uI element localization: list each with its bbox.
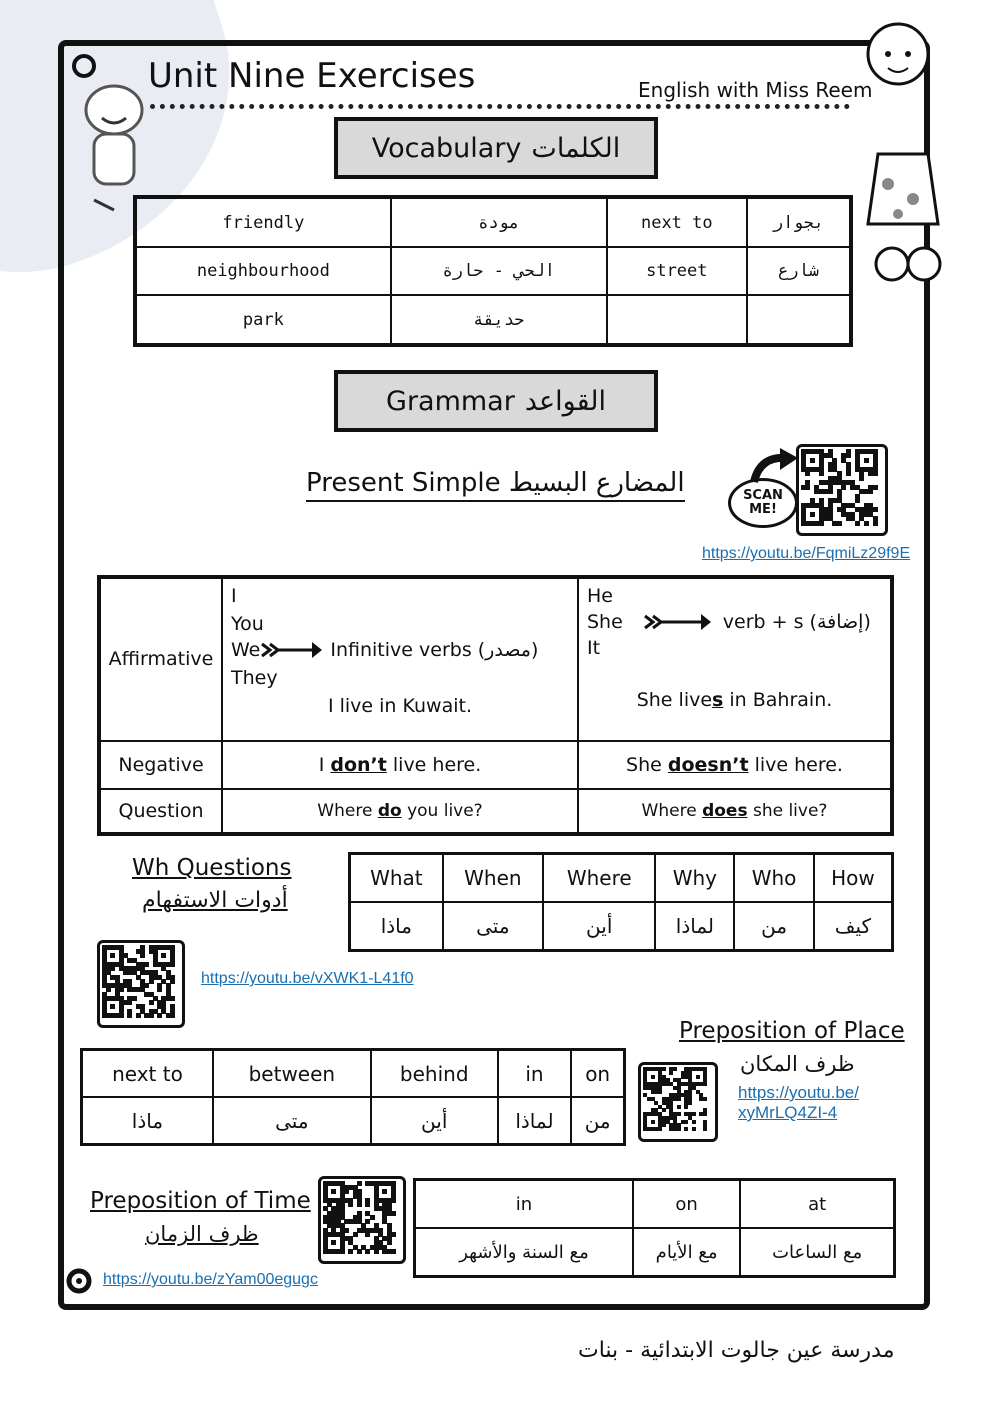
vocab-cell: neighbourhood xyxy=(135,247,391,295)
vocabulary-heading-ar: الكلمات xyxy=(531,132,621,164)
affirmative-left-cell xyxy=(222,577,578,741)
qr-module xyxy=(127,1000,132,1005)
qr-module xyxy=(696,1075,700,1079)
grammar-heading xyxy=(334,370,658,432)
wh-questions-table xyxy=(348,852,894,952)
preposition-time-table xyxy=(413,1178,896,1278)
pronoun: I xyxy=(231,585,237,607)
qr-module xyxy=(703,1112,707,1116)
wh-questions-title-ar: أدوات الاستفهام xyxy=(142,888,288,913)
qr-module xyxy=(662,1067,666,1071)
vocabulary-heading-en: Vocabulary xyxy=(371,132,522,164)
qr-module xyxy=(651,1120,655,1124)
table-row xyxy=(135,247,851,295)
qr-module xyxy=(662,1108,666,1112)
qr-module xyxy=(805,471,810,476)
brand-label: English with Miss Reem xyxy=(638,78,873,102)
qr-module xyxy=(374,1249,379,1254)
present-simple-ar: المضارع البسيط xyxy=(508,468,685,498)
qr-module xyxy=(673,1067,677,1071)
negative-right xyxy=(578,741,892,790)
qr-module xyxy=(365,1202,370,1207)
q-right-post: she live? xyxy=(747,801,828,822)
grammar-heading-ar: القواعد xyxy=(524,385,606,417)
qr-module xyxy=(658,1127,662,1131)
qr-module xyxy=(136,1013,141,1018)
qr-module xyxy=(119,1013,124,1018)
pronoun: You xyxy=(231,613,264,635)
time-ar-cell: مع السنة والأشهر xyxy=(415,1228,633,1277)
place-ar-cell: ماذا xyxy=(82,1097,213,1145)
qr-module xyxy=(658,1090,662,1094)
qr-code-present-simple[interactable] xyxy=(796,444,888,536)
qr-module xyxy=(161,953,166,958)
qr-module xyxy=(859,476,864,481)
qr-module xyxy=(688,1101,692,1105)
qr-module xyxy=(873,507,878,512)
qr-module xyxy=(127,1013,132,1018)
vocabulary-table xyxy=(133,195,853,347)
vocab-cell: حديقة xyxy=(391,295,607,345)
table-row xyxy=(99,577,892,741)
place-en-cell: between xyxy=(213,1050,371,1098)
wh-ar-cell: أين xyxy=(543,902,655,951)
place-en-cell: in xyxy=(498,1050,572,1098)
qr-module xyxy=(365,1232,370,1237)
q-left-post: you live? xyxy=(401,801,483,822)
qr-module xyxy=(348,1249,353,1254)
vocab-cell: friendly xyxy=(135,197,391,247)
qr-code-preposition-time[interactable] xyxy=(318,1176,406,1264)
qr-module xyxy=(391,1249,396,1254)
vocab-cell: park xyxy=(135,295,391,345)
preposition-time-title-ar: ظرف الزمان xyxy=(145,1222,259,1246)
qr-module xyxy=(365,1249,370,1254)
qr-code-wh-questions[interactable] xyxy=(97,940,185,1028)
vocab-cell: next to xyxy=(607,197,747,247)
affirmative-label: Affirmative xyxy=(99,577,222,741)
pronoun: She xyxy=(587,611,623,633)
pronoun: It xyxy=(587,637,601,659)
place-ar-cell: من xyxy=(571,1097,624,1145)
qr-module xyxy=(348,1202,353,1207)
qr-module xyxy=(110,953,115,958)
preposition-time-title: Preposition of Time xyxy=(90,1188,311,1214)
link-line-2: xyMrLQ4ZI-4 xyxy=(738,1103,838,1122)
qr-module xyxy=(684,1120,688,1124)
pronoun: He xyxy=(587,585,613,607)
wh-en-cell: What xyxy=(350,854,443,903)
qr-module xyxy=(873,521,878,526)
qr-module xyxy=(140,953,145,958)
we-row xyxy=(231,639,569,661)
table-row xyxy=(82,1097,625,1145)
table-row xyxy=(99,741,892,790)
neg-right-bold: doesn’t xyxy=(667,754,749,777)
vocabulary-heading xyxy=(334,117,658,179)
qr-module xyxy=(846,453,851,458)
time-ar-cell: مع الساعات xyxy=(740,1228,894,1277)
dotted-divider xyxy=(150,104,850,109)
qr-module xyxy=(864,521,869,526)
neg-left-pre: I xyxy=(318,754,331,777)
table-row xyxy=(350,854,893,903)
girl-character-icon xyxy=(858,14,958,284)
time-en-cell: at xyxy=(740,1180,894,1229)
qr-module xyxy=(703,1082,707,1086)
present-simple-title xyxy=(306,468,685,502)
qr-module xyxy=(331,1240,336,1245)
negative-left xyxy=(222,741,578,790)
qr-module xyxy=(855,498,860,503)
wh-ar-cell: كيف xyxy=(814,902,893,951)
question-right xyxy=(578,789,892,834)
question-left xyxy=(222,789,578,834)
preposition-place-video-link[interactable] xyxy=(738,1083,859,1123)
qr-module xyxy=(805,485,810,490)
vocab-cell xyxy=(747,295,851,345)
grammar-heading-en: Grammar xyxy=(386,385,515,417)
qr-module xyxy=(149,1000,154,1005)
scan-me-badge: SCAN ME! xyxy=(728,478,798,528)
qr-module xyxy=(662,1123,666,1127)
wh-en-cell: Where xyxy=(543,854,655,903)
qr-module xyxy=(868,489,873,494)
table-row xyxy=(99,789,892,834)
place-ar-cell: متى xyxy=(213,1097,371,1145)
time-en-cell: on xyxy=(633,1180,740,1229)
qr-module xyxy=(677,1105,681,1109)
qr-module xyxy=(692,1127,696,1131)
pronoun: They xyxy=(231,667,278,689)
qr-module xyxy=(677,1112,681,1116)
qr-module xyxy=(819,521,824,526)
double-arrow-icon xyxy=(260,640,324,660)
question-label: Question xyxy=(99,789,222,834)
wh-ar-cell: لماذا xyxy=(655,902,734,951)
q-left-pre: Where xyxy=(317,801,378,822)
link-line-1: https://youtu.be/ xyxy=(738,1083,859,1102)
qr-module xyxy=(873,471,878,476)
place-en-cell: next to xyxy=(82,1050,213,1098)
qr-module xyxy=(841,485,846,490)
vocab-cell: street xyxy=(607,247,747,295)
place-ar-cell: لماذا xyxy=(498,1097,572,1145)
table-row xyxy=(350,902,893,951)
wh-en-cell: How xyxy=(814,854,893,903)
left-example: I live in Kuwait. xyxy=(327,695,473,717)
wh-en-cell: Why xyxy=(655,854,734,903)
vocab-cell: بجوار xyxy=(747,197,851,247)
table-row xyxy=(135,197,851,247)
qr-module xyxy=(157,987,162,992)
time-ar-cell: مع الأيام xyxy=(633,1228,740,1277)
place-en-cell: on xyxy=(571,1050,624,1098)
qr-module xyxy=(864,458,869,463)
swirl-icon xyxy=(64,1266,94,1296)
qr-module xyxy=(391,1211,396,1216)
preposition-time-video-link[interactable]: https://youtu.be/zYam00egugc xyxy=(103,1271,318,1288)
neg-right-post: live here. xyxy=(748,754,843,777)
neg-left-post: live here. xyxy=(386,754,482,777)
preposition-place-title: Preposition of Place xyxy=(679,1018,905,1044)
vocab-cell: مودة xyxy=(391,197,607,247)
curved-arrow-icon xyxy=(750,448,800,484)
wh-questions-video-link[interactable]: https://youtu.be/vXWK1-L41f0 xyxy=(201,970,414,987)
qr-module xyxy=(810,458,815,463)
wh-en-cell: When xyxy=(443,854,543,903)
wh-questions-title: Wh Questions xyxy=(132,855,292,881)
right-rule: verb + s (إضافة) xyxy=(722,611,871,633)
right-example-post: in Bahrain. xyxy=(723,689,833,711)
qr-module xyxy=(819,471,824,476)
qr-module xyxy=(110,1004,115,1009)
qr-module xyxy=(357,1249,362,1254)
qr-module xyxy=(828,489,833,494)
present-simple-en: Present Simple xyxy=(306,468,501,498)
negative-label: Negative xyxy=(99,741,222,790)
qr-module xyxy=(382,1189,387,1194)
wh-ar-cell: من xyxy=(734,902,814,951)
wh-ar-cell: ماذا xyxy=(350,902,443,951)
qr-module xyxy=(692,1112,696,1116)
qr-module xyxy=(149,1013,154,1018)
she-row xyxy=(587,611,882,633)
qr-module xyxy=(170,996,175,1001)
qr-module xyxy=(170,962,175,967)
affirmative-right-cell xyxy=(578,577,892,741)
right-example-pre: She live xyxy=(636,689,713,711)
qr-module xyxy=(669,1071,673,1075)
q-right-bold: does xyxy=(702,801,748,822)
qr-module xyxy=(170,1013,175,1018)
qr-code-preposition-place[interactable] xyxy=(638,1062,718,1142)
qr-module xyxy=(703,1127,707,1131)
pronoun: We xyxy=(231,639,261,661)
preposition-place-title-ar: ظرف المكان xyxy=(740,1052,855,1076)
qr-module xyxy=(157,1013,162,1018)
qr-module xyxy=(846,471,851,476)
wh-ar-cell: متى xyxy=(443,902,543,951)
place-en-cell: behind xyxy=(371,1050,498,1098)
vocab-cell: الحي - حارة xyxy=(391,247,607,295)
qr-module xyxy=(357,1202,362,1207)
qr-module xyxy=(340,1249,345,1254)
table-row xyxy=(415,1180,895,1229)
table-row xyxy=(82,1050,625,1098)
neg-left-bold: don’t xyxy=(330,754,387,777)
right-example-s: s xyxy=(712,689,724,711)
page-title: Unit Nine Exercises xyxy=(148,56,476,96)
qr-module xyxy=(684,1105,688,1109)
qr-module xyxy=(837,521,842,526)
qr-module xyxy=(677,1127,681,1131)
qr-module xyxy=(810,512,815,517)
place-ar-cell: أين xyxy=(371,1097,498,1145)
left-rule: Infinitive verbs (مصدر) xyxy=(330,639,539,661)
present-simple-table xyxy=(97,575,894,836)
present-simple-video-link[interactable]: https://youtu.be/FqmiLz29f9E xyxy=(702,545,911,562)
qr-module xyxy=(677,1097,681,1101)
preposition-place-table xyxy=(80,1048,626,1146)
time-en-cell: in xyxy=(415,1180,633,1229)
q-left-bold: do xyxy=(377,801,402,822)
qr-module xyxy=(651,1075,655,1079)
qr-module xyxy=(703,1097,707,1101)
qr-module xyxy=(692,1120,696,1124)
qr-module xyxy=(684,1127,688,1131)
right-example xyxy=(587,689,882,711)
vocab-cell xyxy=(607,295,747,345)
qr-module xyxy=(873,485,878,490)
q-right-pre: Where xyxy=(641,801,703,822)
qr-module xyxy=(855,521,860,526)
qr-module xyxy=(331,1189,336,1194)
vocab-cell: شارع xyxy=(747,247,851,295)
neg-right-pre: She xyxy=(626,754,668,777)
table-row xyxy=(135,295,851,345)
table-row xyxy=(415,1228,895,1277)
wh-en-cell: Who xyxy=(734,854,814,903)
school-name: مدرسة عين جالوت الابتدائية - بنات xyxy=(578,1338,895,1363)
